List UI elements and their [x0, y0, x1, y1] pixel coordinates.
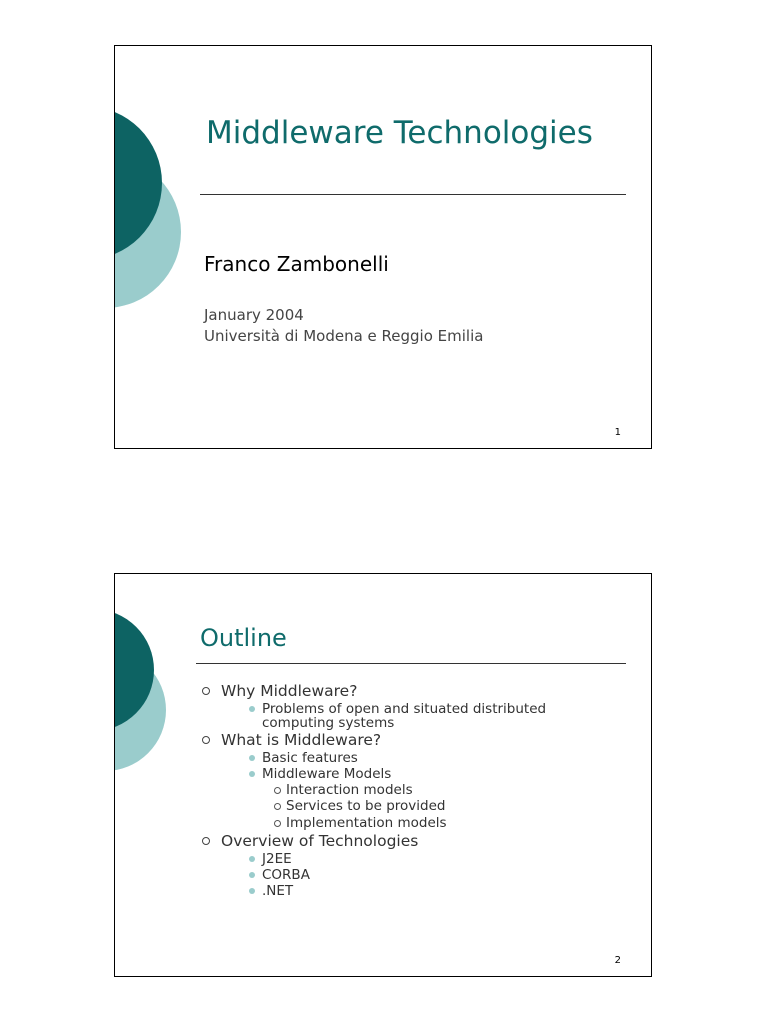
teal-bullet-icon [249, 872, 255, 878]
outline-item-label: Why Middleware? [221, 682, 358, 700]
teal-bullet-icon [249, 706, 255, 712]
affiliation: Università di Modena e Reggio Emilia [204, 327, 484, 345]
outline-item-label: What is Middleware? [221, 731, 382, 749]
outline-subitem [221, 852, 546, 866]
outline-list [202, 682, 546, 898]
outline-subsubitem [221, 799, 546, 814]
outline-item [202, 832, 546, 898]
outline-subsubitem-label: Implementation models [286, 814, 447, 831]
outline-subitem-label: Basic features [262, 750, 358, 766]
hollow-bullet-icon [202, 837, 210, 845]
slide-title: Middleware Technologies [206, 115, 593, 151]
small-ring-bullet-icon [274, 820, 281, 827]
outline-subitem-label: .NET [262, 882, 294, 899]
teal-bullet-icon [249, 856, 255, 862]
outline-subitem-label: CORBA [262, 866, 310, 883]
decorative-circles [115, 46, 195, 346]
outline-subitem-continuation: computing systems [262, 715, 395, 731]
decorative-circles [115, 574, 185, 814]
outline-subitem [221, 767, 546, 781]
small-ring-bullet-icon [274, 803, 281, 810]
hollow-bullet-icon [202, 736, 210, 744]
page-number: 2 [614, 955, 621, 966]
outline-subitem [221, 868, 546, 882]
outline-item [202, 731, 546, 831]
author-name: Franco Zambonelli [204, 252, 389, 276]
outline-subitem [221, 884, 546, 898]
teal-bullet-icon [249, 755, 255, 761]
teal-bullet-icon [249, 771, 255, 777]
outline-item-label: Overview of Technologies [221, 831, 419, 850]
outline-subsubitem [221, 783, 546, 798]
outline-subsubitem-label: Interaction models [286, 781, 413, 798]
small-ring-bullet-icon [274, 787, 281, 794]
title-rule [200, 194, 626, 195]
outline-subitem-label: J2EE [262, 850, 292, 867]
outline-subsubitem-label: Services to be provided [286, 798, 446, 814]
outline-subitem [221, 751, 546, 765]
slide-1 [114, 45, 652, 449]
teal-bullet-icon [249, 888, 255, 894]
outline-subsubitem [221, 816, 546, 831]
hollow-bullet-icon [202, 687, 210, 695]
outline-subitem-label: Problems of open and situated distributed [262, 701, 547, 717]
slide-2 [114, 573, 652, 977]
outline-subitem [221, 702, 546, 730]
title-rule [196, 663, 626, 664]
date: January 2004 [204, 306, 304, 324]
outline-subitem-label: Middleware Models [262, 766, 392, 782]
outline-item [202, 682, 546, 730]
page-number: 1 [614, 427, 621, 438]
slide-title: Outline [200, 624, 287, 652]
